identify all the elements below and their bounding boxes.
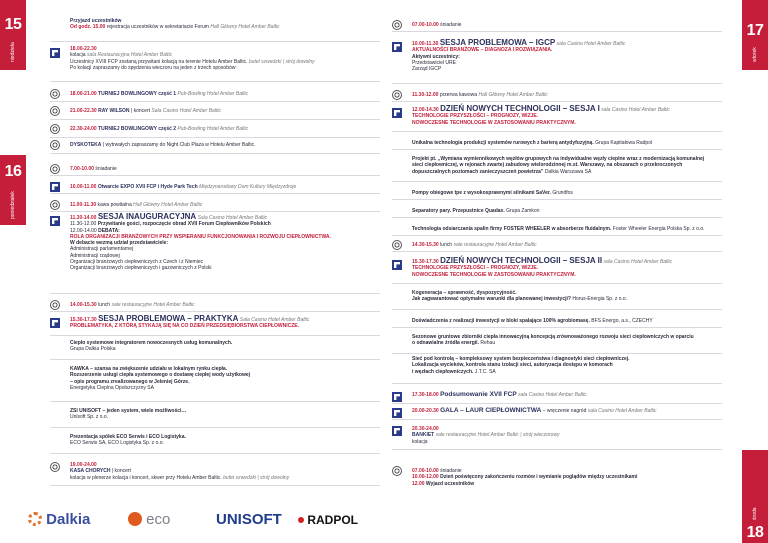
sun-icon <box>392 466 402 476</box>
day-name: poniedziałek <box>10 191 16 219</box>
program-row: 10.00-11.00 Otwarcie EXPO XVII FCP i Hyde Park Tech Międzynarodowy Dom Kultury Międzyzdroje <box>50 180 380 194</box>
program-row: Przyjazd uczestników Od godz. 15.00 rejestracja uczestników w sekretariacie Forum Hall Główny Hotel Amber Baltic <box>50 18 380 42</box>
sun-icon <box>392 20 402 30</box>
program-row: 12.00-14.30 DZIEŃ NOWYCH TECHNOLOGII – SESJA I sala Casino Hotel Amber Baltic TECHNOLOGIE PRZYSZŁOŚCI – PROGNOZY, WIZJE. NOWOCZESNE TECHNOLOGIE W ZASTOSOWANIU PRAKTYCZNYM. <box>392 104 722 132</box>
program-row: 15.30-17.30 SESJA PROBLEMOWA – PRAKTYKA Sala Casino Hotel Amber Baltic PROBLEMATYKA, Z KTÓRĄ STYKAJĄ SIĘ NA CO DZIEŃ PRZEDSIĘBIORSTWA CIEPŁOWNICZE. <box>50 314 380 336</box>
sponsor-eco: eco <box>128 511 170 529</box>
sun-icon <box>50 462 60 472</box>
forum-logo-icon <box>392 42 402 52</box>
program-row: Doświadczenia z realizacji inwestycji w bloki spalające 100% agrobiomasę. BFS Energo, a.s., CZECHY <box>392 316 722 328</box>
day-number: 17 <box>746 22 764 39</box>
eco-logo-icon <box>128 512 142 526</box>
program-row: 11.30-14.00 SESJA INAUGURACYJNA Sala Casino Hotel Amber Baltic 11.30-12.00 Przywitanie gości, rozpoczęcie obrad XVII Forum Ciepłowników Polskich 12.00-14.00 DEBATA: ROLA ORGANIZACJI BRANŻOWYCH PRZY WSPIERANIU FUNKCJONOWANIA I ROZWOJU CIEPŁOWNICTWA. W debacie wezmą udział przedstawiciele: Administracji parlamentarnej Administracji rządowej Organizacji branżowych ciepłowniczych z Czech i z Niemiec Organizacji branżowych ciepłowniczych i gazowniczych z Polski <box>50 212 380 294</box>
sun-icon <box>50 200 60 210</box>
sponsors-bar <box>28 503 368 533</box>
left-sidebar <box>0 0 26 543</box>
forum-logo-icon <box>392 260 402 270</box>
day-number: 16 <box>4 163 22 180</box>
program-row: 07.00-10.00 śniadanie <box>392 18 722 32</box>
forum-logo-icon <box>392 408 402 418</box>
program-row: 14.00-15.30 lunch sale restauracyjne Hotel Amber Baltic <box>50 298 380 312</box>
program-row: Sezonowe gruntowe zbiorniki ciepła innowacyjną koncepcją zrównoważonego rozwoju sieci ciepłowniczych w oparciu o odnawialne źródła energii. Rehau <box>392 334 722 354</box>
forum-logo-icon <box>392 108 402 118</box>
day-block-15 <box>0 0 26 70</box>
program-row: Ciepło systemowe integratorem nowoczesnych usług komunalnych. Grupa Dalkia Polska <box>50 340 380 360</box>
sun-icon <box>50 106 60 116</box>
day-name: niedziela <box>10 42 16 62</box>
sun-icon <box>50 124 60 134</box>
sun-icon <box>392 90 402 100</box>
program-row: 11.00-11.30 kawa powitalna Hall Główny Hotel Amber Baltic <box>50 198 380 212</box>
sun-icon <box>50 300 60 310</box>
day-name: wtorek <box>752 47 758 62</box>
program-row: 21.00-22.30 RAY WILSON | koncert Sala Casino Hotel Amber Baltic <box>50 104 380 120</box>
program-row: 19.00-24.00 KASA CHORYCH | koncert kolacja w plenerze kolacja i koncert, skwer przy Hotelu Amber Baltic. bufet szwedzki | strój dowolny <box>50 460 380 486</box>
row-title: Przyjazd uczestników <box>70 18 122 24</box>
right-sidebar <box>742 0 768 543</box>
sponsor-radpol: RADPOL <box>298 511 358 529</box>
program-row: 17.30-18.00 Podsumowanie XVII FCP sala Casino Hotel Amber Baltic <box>392 390 722 404</box>
day-name: środa <box>752 507 758 520</box>
program-row: DYSKOTEKA | wytrwałych zapraszamy do Night Club Plaza w Hotelu Amber Baltic. <box>50 138 380 154</box>
program-row: 10.00-11.30 SESJA PROBLEMOWA – IGCP sala Casino Hotel Amber Baltic AKTUALNOŚCI BRANŻOWE – DIAGNOZA I ROZWIĄZANIA. Aktywni uczestnicy: Przedstawiciel URE Zarząd IGCP <box>392 38 722 84</box>
program-row: ZSI UNISOFT – jeden system, wiele możliwości… Unisoft Sp. z o.o. <box>50 408 380 428</box>
program-row: Sieć pod kontrolą – kompleksowy system bezpieczeństwa i diagnostyki sieci ciepłowniczej. Lokalizacja wycieków, kontrola stanu izolacji sieci, autoryzacja dostępu w komorach i węzłach ciepłowniczych. J.T.C. SA <box>392 356 722 384</box>
sponsor-unisoft: UNISOFT <box>216 511 282 528</box>
sponsor-dalkia: Dalkia <box>28 511 90 529</box>
program-row: Projekt pt. „Wymiana wymiennikowych węzłów grupowych na indywidualne węzły cieplne wraz z modernizacją komunalnej sieci ciepłowniczej, w rejonach zwartej zabudowy wielorodzinnej m.st. Warszawy, na obszarach o przekroczonych dopuszczalnych poziomach zanieczyszczeń powietrza” Dalkia Warszawa SA <box>392 156 722 182</box>
day-block-18-bar <box>742 450 768 543</box>
sun-icon <box>50 164 60 174</box>
program-row: 07.00-10.00 śniadanie 10.00-12.00 Dzień poświęcony zakończeniu rozmów i wymianie poglądów między uczestnikami 12.00 Wyjazd uczestników <box>392 464 722 492</box>
program-row: 11.30-12.00 przerwa kawowa Hall Główny Hotel Amber Baltic <box>392 88 722 102</box>
program-row: 14.30-15.30 lunch sale restauracyjne Hotel Amber Baltic <box>392 238 722 252</box>
program-row: Unikalna technologia produkcji systemów rurowych z barierą antydyfuzyjną. Grupa Kapitałowa Radpol <box>392 138 722 150</box>
sun-icon <box>392 240 402 250</box>
program-row: 7.00-10.00 śniadanie <box>50 162 380 176</box>
forum-logo-icon <box>50 48 60 58</box>
program-row: 20.30-24.00 BANKIET sale restauracyjne Hotel Amber Baltic | strój wieczorowy kolacja <box>392 424 722 450</box>
day-number: 18 <box>746 524 764 541</box>
program-row: Technologia odsiarczania spalin firmy FOSTER WHEELER w absorberze fluidalnym. Foster Wheeler Energia Polska Sp. z o.o. <box>392 222 722 236</box>
forum-logo-icon <box>392 426 402 436</box>
day-block-17 <box>742 0 768 70</box>
program-row: KAWKA – szansa na zwiększenie udziału w lokalnym rynku ciepła. Rozszerzenie usługi ciepła systemowego o dostawę ciepłej wody użytkowej – opis programu zrealizowanego w Jeleniej Górze. Energetyka Cieplna Opolszczyzny SA <box>50 366 380 402</box>
program-row: 22.30-24.00 TURNIEJ BOWLINGOWY część 2 Pub-Bowling Hotel Amber Baltic <box>50 122 380 138</box>
program-row: Prezentacja spółek ECO Serwis i ECO Logistyka. ECO Serwis SA, ECO Logistyka Sp. z o.o. <box>50 434 380 454</box>
program-row: Separatory pary. Przepustnice Quadax. Grupa Zamkon <box>392 206 722 218</box>
program-row: 20.00-20.30 GALA – LAUR CIEPŁOWNICTWA – wręczenie nagród sala Casino Hotel Amber Baltic <box>392 406 722 420</box>
forum-logo-icon <box>392 392 402 402</box>
sun-icon <box>50 89 60 99</box>
program-row: Pompy obiegowe tpe z wysokosprawnymi silnikami SaVer. Grundfos <box>392 188 722 200</box>
day-block-16 <box>0 155 26 225</box>
program-row: 18.00-22.30 kolacja sala Restauracyjna Hotel Amber Baltic Uczestnicy XVIII FCP zostaną przywitani kolacją na terenie Hotelu Amber Baltic. butel szwedzki | strój dowolny Po kolacji zapraszamy do spędzenia wieczoru na jeden z trzech sposobów: <box>50 46 380 82</box>
day-number: 15 <box>4 16 22 33</box>
forum-logo-icon <box>50 216 60 226</box>
sun-icon <box>50 140 60 150</box>
dalkia-logo-icon <box>28 512 42 526</box>
program-row: Kogeneracja – sprawność, dyspozycyjność. Jak zagwarantować optymalne warunki dla planowanej inwestycji? Horus-Energia Sp. z o.o. <box>392 290 722 310</box>
program-row: 18.00-21.00 TURNIEJ BOWLINGOWY część 1 Pub-Bowling Hotel Amber Baltic <box>50 88 380 102</box>
program-row: 15.30-17.30 DZIEŃ NOWYCH TECHNOLOGII – SESJA II sala Casino Hotel Amber Baltic TECHNOLOGIE PRZYSZŁOŚCI – PROGNOZY, WIZJE. NOWOCZESNE TECHNOLOGIE W ZASTOSOWANIU PRAKTYCZNYM. <box>392 256 722 284</box>
forum-logo-icon <box>50 318 60 328</box>
forum-logo-icon <box>50 182 60 192</box>
radpol-logo-icon <box>298 517 304 523</box>
